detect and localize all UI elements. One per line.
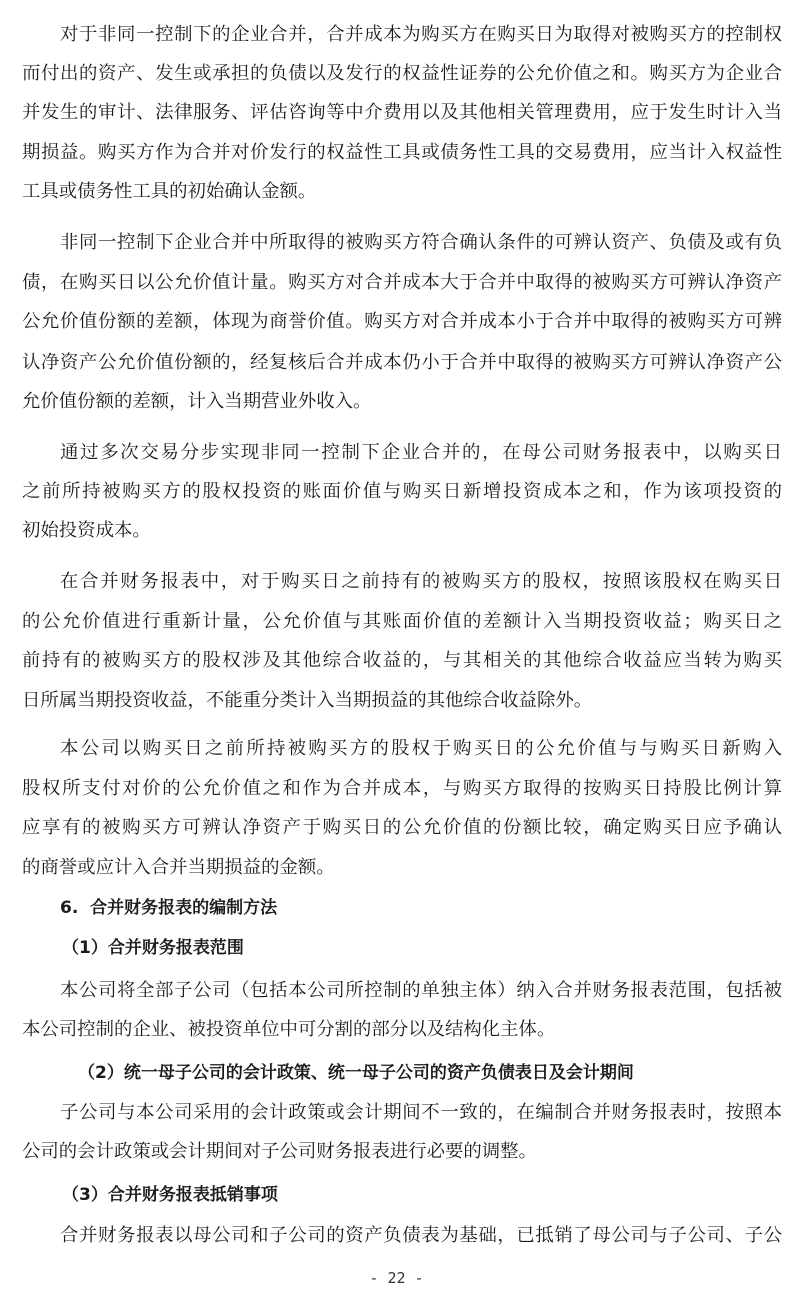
- paragraph-line: 本公司以购买日之前所持被购买方的股权于购买日的公允价值与与购买日新购入: [60, 738, 782, 759]
- paragraph-line: 期损益。购买方作为合并对价发行的权益性工具或债务性工具的交易费用，应当计入权益性: [22, 142, 782, 163]
- paragraph-line: 子公司与本公司采用的会计政策或会计期间不一致的，在编制合并财务报表时，按照本: [60, 1102, 782, 1123]
- paragraph-line: 对于非同一控制下的企业合并，合并成本为购买方在购买日为取得对被购买方的控制权: [60, 24, 782, 45]
- paragraph-line: 并发生的审计、法律服务、评估咨询等中介费用以及其他相关管理费用，应于发生时计入当: [22, 102, 782, 123]
- paragraph-line: 通过多次交易分步实现非同一控制下企业合并的，在母公司财务报表中，以购买日: [60, 442, 782, 463]
- paragraph-line: 本公司将全部子公司（包括本公司所控制的单独主体）纳入合并财务报表范围，包括被: [60, 980, 782, 1001]
- paragraph-line: 在合并财务报表中，对于购买日之前持有的被购买方的股权，按照该股权在购买日: [60, 571, 782, 592]
- paragraph-line: 应享有的被购买方可辨认净资产于购买日的公允价值的份额比较，确定购买日应予确认: [22, 817, 782, 838]
- subsection-heading: （1）合并财务报表范围: [62, 938, 244, 958]
- paragraph-line: 而付出的资产、发生或承担的负债以及发行的权益性证券的公允价值之和。购买方为企业合: [22, 63, 782, 84]
- subsection-heading: （2）统一母子公司的会计政策、统一母子公司的资产负债表日及会计期间: [78, 1063, 634, 1083]
- paragraph-line: 合并财务报表以母公司和子公司的资产负债表为基础，已抵销了母公司与子公司、子公: [60, 1225, 782, 1246]
- paragraph-line: 日所属当期投资收益，不能重分类计入当期损益的其他综合收益除外。: [22, 690, 593, 711]
- paragraph-line: 公司的会计政策或会计期间对子公司财务报表进行必要的调整。: [22, 1141, 537, 1162]
- paragraph-line: 前持有的被购买方的股权涉及其他综合收益的，与其相关的其他综合收益应当转为购买: [22, 650, 782, 671]
- paragraph-line: 非同一控制下企业合并中所取得的被购买方符合确认条件的可辨认资产、负债及或有负: [60, 232, 782, 253]
- page-number: - 22 -: [369, 1269, 424, 1287]
- paragraph-line: 初始投资成本。: [22, 520, 151, 541]
- paragraph-line: 股权所支付对价的公允价值之和作为合并成本，与购买方取得的按购买日持股比例计算: [22, 778, 782, 799]
- paragraph-line: 之前所持被购买方的股权投资的账面价值与购买日新增投资成本之和，作为该项投资的: [22, 481, 782, 502]
- paragraph-line: 公允价值份额的差额，体现为商誉价值。购买方对合并成本小于合并中取得的被购买方可辨: [22, 311, 782, 332]
- paragraph-line: 本公司控制的企业、被投资单位中可分割的部分以及结构化主体。: [22, 1019, 556, 1040]
- paragraph-line: 的公允价值进行重新计量，公允价值与其账面价值的差额计入当期投资收益；购买日之: [22, 611, 782, 632]
- paragraph-line: 允价值份额的差额，计入当期营业外收入。: [22, 391, 372, 412]
- paragraph-line: 债，在购买日以公允价值计量。购买方对合并成本大于合并中取得的被购买方可辨认净资产: [22, 272, 782, 293]
- paragraph-line: 的商誉或应计入合并当期损益的金额。: [22, 857, 335, 878]
- paragraph-line: 认净资产公允价值份额的，经复核后合并成本仍小于合并中取得的被购买方可辨认净资产公: [22, 352, 782, 373]
- section-heading: 6. 合并财务报表的编制方法: [60, 898, 278, 918]
- subsection-heading: （3）合并财务报表抵销事项: [62, 1185, 278, 1205]
- paragraph-line: 工具或债务性工具的初始确认金额。: [22, 181, 317, 202]
